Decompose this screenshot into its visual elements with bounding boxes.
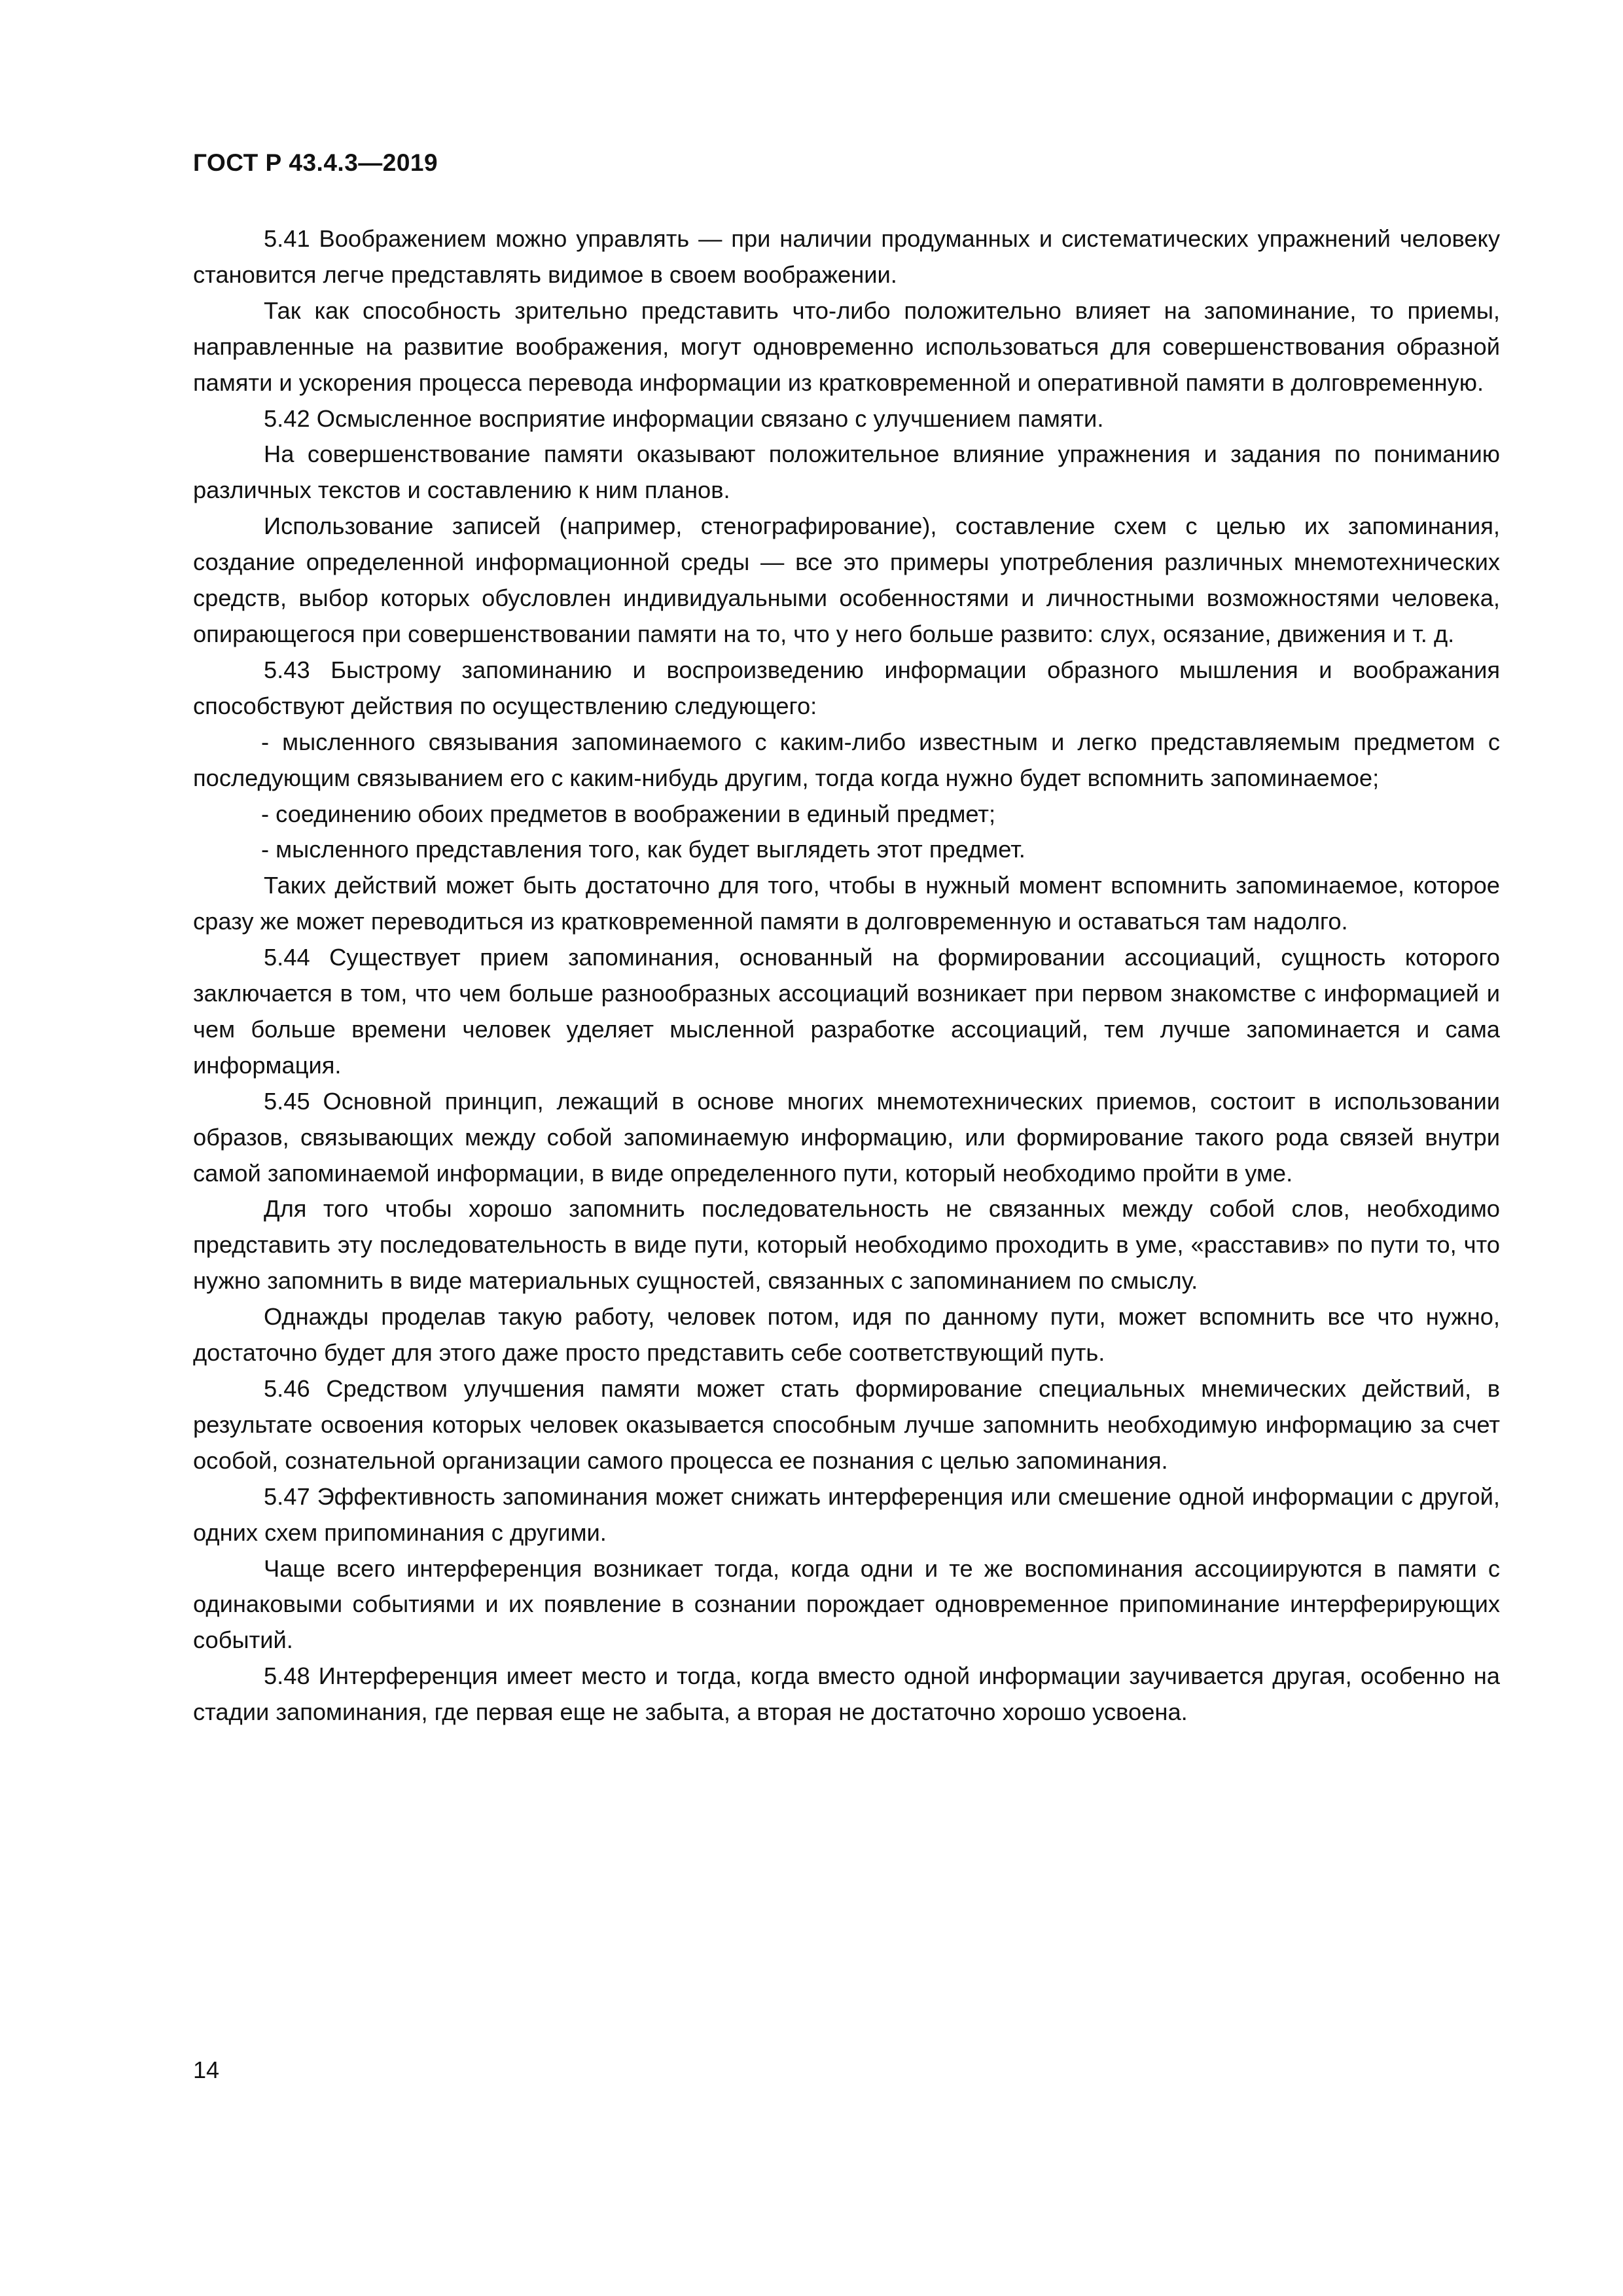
paragraph-5-41-continuation: Так как способность зрительно представить что-либо положительно влияет на запоминание, то приемы, направленные на развитие воображения, могут одновременно использоваться для совершенствования образной памяти и ускорения процесса перевода информации из кратковременной и оперативной памяти в долговременную. (193, 296, 1500, 396)
paragraph-5-45: 5.45 Основной принцип, лежащий в основе многих мнемотехнических приемов, состоит в использовании образов, связывающих между собой запоминаемую информацию, или формирование такого рода связей внутри самой запоминаемой информации, в виде определенного пути, который необходимо пройти в уме. (193, 1087, 1500, 1187)
paragraph-5-45-sequence: Для того чтобы хорошо запомнить последовательность не связанных между собой слов, необходимо представить эту последовательность в виде пути, который необходимо проходить в уме, «расставив» по пути то, что нужно запомнить в виде материальных сущностей, связанных с запоминанием по смыслу. (193, 1195, 1500, 1295)
paragraph-5-47-interference: Чаще всего интерференция возникает тогда, когда одни и те же воспоминания ассоциируются в памяти с одинаковыми событиями и их появление в сознании порождает одновременное припоминание интерферирующих событий. (193, 1554, 1500, 1654)
page-number: 14 (193, 2056, 220, 2083)
document-body (193, 221, 1500, 1731)
list-item: - мысленного представления того, как будет выглядеть этот предмет. (261, 836, 1026, 863)
paragraph-5-42-exercises: На совершенствование памяти оказывают положительное влияние упражнения и задания по пониманию различных текстов и составлению к ним планов. (193, 440, 1500, 504)
standard-code-header: ГОСТ Р 43.4.3—2019 (193, 149, 438, 176)
list-item: - соединению обоих предметов в воображении в единый предмет; (261, 800, 996, 827)
list-item: - мысленного связывания запоминаемого с каким-либо известным и легко представляемым предметом с последующим связыванием его с каким-нибудь другим, тогда когда нужно будет вспомнить запоминаемое; (193, 728, 1500, 791)
paragraph-5-43: 5.43 Быстрому запоминанию и воспроизведению информации образного мышления и воображания способствуют действия по осуществлению следующего: (193, 656, 1500, 719)
paragraph-5-48: 5.48 Интерференция имеет место и тогда, когда вместо одной информации заучивается другая, особенно на стадии запоминания, где первая еще не забыта, а вторая не достаточно хорошо усвоена. (193, 1662, 1500, 1726)
paragraph-5-44: 5.44 Существует прием запоминания, основанный на формировании ассоциаций, сущность которого заключается в том, что чем больше разнообразных ассоциаций возникает при первом знакомстве с информацией и чем больше времени человек уделяет мысленной разработке ассоциаций, тем лучше запоминается и сама информация. (193, 944, 1500, 1079)
paragraph-5-42: 5.42 Осмысленное восприятие информации связано с улучшением памяти. (264, 404, 1104, 432)
paragraph-5-47: 5.47 Эффективность запоминания может снижать интерференция или смешение одной информации с другой, одних схем припоминания с другими. (193, 1482, 1500, 1546)
paragraph-5-42-mnemonic-means: Использование записей (например, стенографирование), составление схем с целью их запоминания, создание определенной информационной среды — все это примеры употребления различных мнемотехнических средств, выбор которых обусловлен индивидуальными особенностями и личностными возможностями человека, опирающегося при совершенствовании памяти на то, что у него больше развито: слух, осязание, движения и т. д. (193, 512, 1500, 647)
paragraph-5-43-summary: Таких действий может быть достаточно для того, чтобы в нужный момент вспомнить запоминаемое, которое сразу же может переводиться из кратковременной памяти в долговременную и оставаться там надолго. (193, 872, 1500, 935)
paragraph-5-46: 5.46 Средством улучшения памяти может стать формирование специальных мнемических действий, в результате освоения которых человек оказывается способным лучше запомнить необходимую информацию за счет особой, сознательной организации самого процесса ее познания с целью запоминания. (193, 1375, 1500, 1474)
paragraph-5-45-path: Однажды проделав такую работу, человек потом, идя по данному пути, может вспомнить все что нужно, достаточно будет для этого даже просто представить себе соответствующий путь. (193, 1303, 1500, 1367)
paragraph-5-41: 5.41 Воображением можно управлять — при наличии продуманных и систематических упражнений человеку становится легче представлять видимое в своем воображении. (193, 225, 1500, 288)
